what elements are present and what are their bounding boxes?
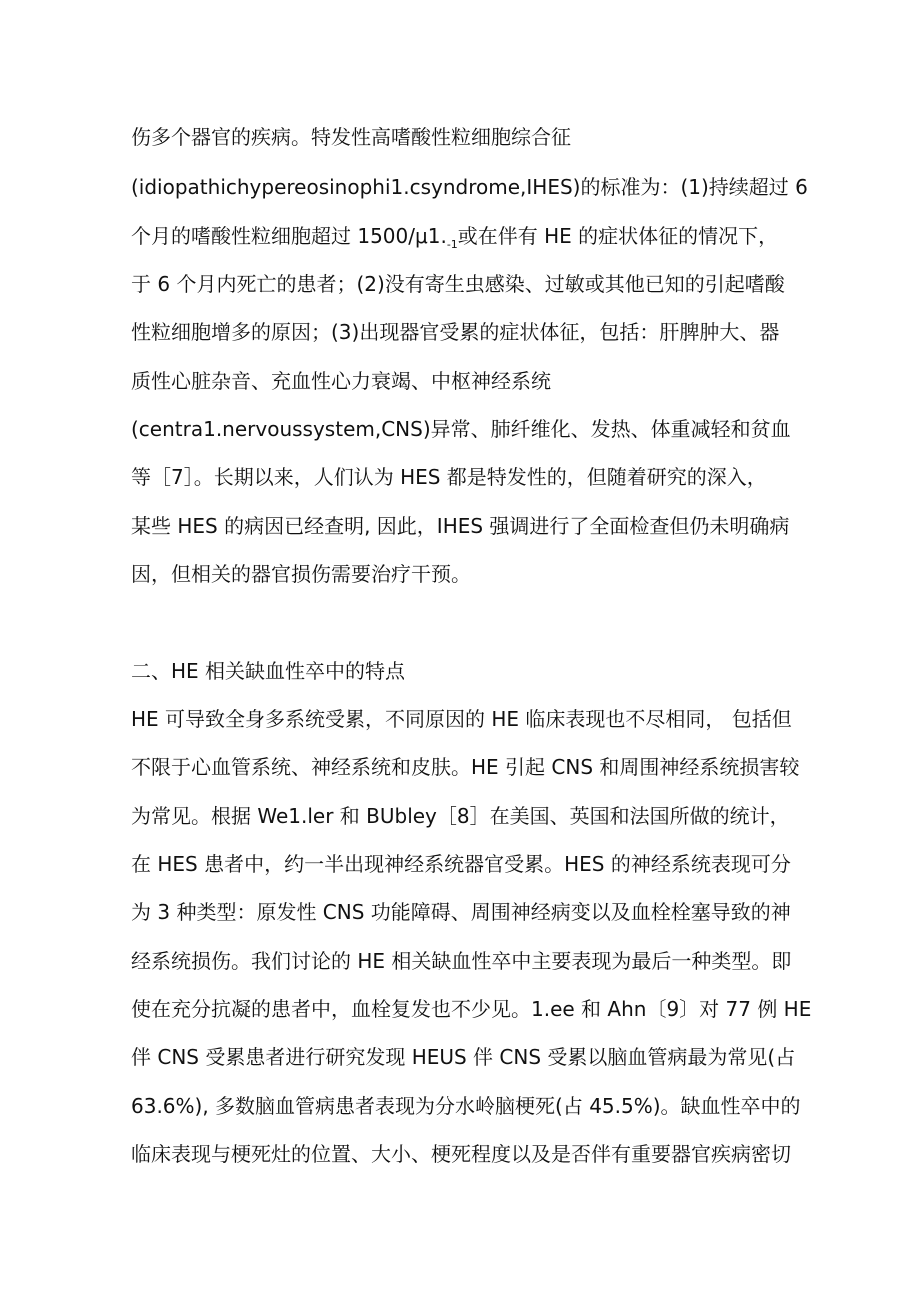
- text-line: 临床表现与梗死灶的位置、大小、梗死程度以及是否伴有重要器官疾病密切: [131, 1142, 791, 1166]
- text-line: 63.6%), 多数脑血管病患者表现为分水岭脑梗死(占 45.5%)。缺血性卒中的: [131, 1094, 801, 1118]
- section-heading: 二、HE 相关缺血性卒中的特点: [131, 659, 406, 683]
- text-line: 不限于心血管系统、神经系统和皮肤。HE 引起 CNS 和周围神经系统损害较: [131, 755, 800, 779]
- text-line: HE 可导致全身多系统受累，不同原因的 HE 临床表现也不尽相同， 包括但: [131, 707, 792, 731]
- text-line: 性粒细胞增多的原因；(3)出现器官受累的症状体征，包括：肝脾肿大、器: [131, 320, 780, 344]
- text-line: 质性心脏杂音、充血性心力衰竭、中枢神经系统: [131, 369, 551, 393]
- subscript: -1: [446, 238, 458, 251]
- text-line: 某些 HES 的病因已经查明, 因此，IHES 强调进行了全面检查但仍未明确病: [131, 514, 790, 538]
- text-line: 等［7］。长期以来，人们认为 HES 都是特发性的，但随着研究的深入，: [131, 465, 767, 489]
- text-line: 因，但相关的器官损伤需要治疗干预。: [131, 562, 471, 586]
- text-line: 为常见。根据 We1.ler 和 BUbley［8］在美国、英国和法国所做的统计，: [131, 804, 790, 828]
- text-line: 为 3 种类型：原发性 CNS 功能障碍、周围神经病变以及血栓栓塞导致的神: [131, 900, 791, 924]
- text-line: 经系统损伤。我们讨论的 HE 相关缺血性卒中主要表现为最后一种类型。即: [131, 949, 792, 973]
- text-line: [131, 224, 778, 257]
- text-line: (idiopathichypereosinophi1.csyndrome,IHES)的标准为：(1)持续超过 6: [131, 175, 808, 199]
- text-run: 个月的嗜酸性粒细胞超过 1500/μ1.: [131, 224, 447, 248]
- text-line: 伤多个器官的疾病。特发性高嗜酸性粒细胞综合征: [131, 125, 571, 149]
- text-line: 在 HES 患者中，约一半出现神经系统器官受累。HES 的神经系统表现可分: [131, 852, 791, 876]
- text-line: 使在充分抗凝的患者中，血栓复发也不少见。1.ee 和 Ahn〔9〕对 77 例 HE: [131, 997, 812, 1021]
- text-run: 或在伴有 HE 的症状体征的情况下，: [457, 224, 779, 248]
- text-line: 于 6 个月内死亡的患者；(2)没有寄生虫感染、过敏或其他已知的引起嗜酸: [131, 272, 785, 296]
- text-line: 伴 CNS 受累患者进行研究发现 HEUS 伴 CNS 受累以脑血管病最为常见(占: [131, 1045, 796, 1069]
- text-line: (centra1.nervoussystem,CNS)异常、肺纤维化、发热、体重减轻和贫血: [131, 417, 791, 441]
